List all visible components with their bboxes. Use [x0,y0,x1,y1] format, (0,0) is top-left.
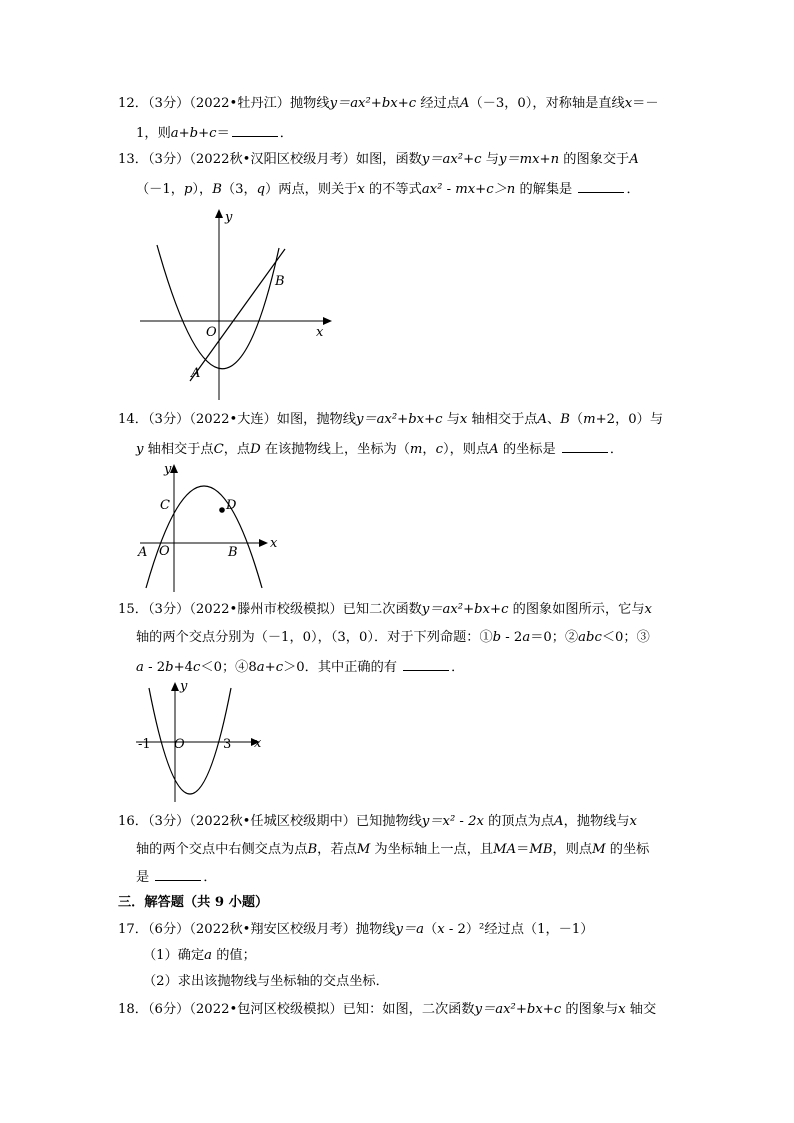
q14-var: m [409,442,423,457]
q15-text: +4 [173,660,194,675]
point-d-dot [219,507,225,513]
section-heading: 三．解答题（共 9 小题） [118,895,269,910]
q17-text: 17．（6分）（2022秋•翔安区校级月考）抛物线 [118,922,396,937]
q14-figure [134,458,284,592]
q17-text: - 2）²经过点（1，－1） [444,922,594,937]
answer-blank[interactable] [155,866,201,881]
q16-text: 轴的两个交点中右侧交点为点 [136,842,308,857]
q13-text: 的图象交于 [559,152,630,167]
point-a-label: A [191,366,201,381]
q14-text: 在该抛物线上，坐标为（ [260,442,410,457]
q15-var: a [136,660,144,675]
q12-line-1 [118,94,659,114]
q13-text: 的不等式 [364,182,422,197]
q13-text: （－1， [136,182,184,197]
q13-text: ）两点，则关于 [265,182,358,197]
parabola-curve [149,688,231,794]
point-a-label: A [138,545,148,560]
point-b-label: B [275,274,285,289]
y-axis-arrow [215,209,223,218]
y-axis-arrow [171,682,179,691]
q15-var: abc [578,630,602,645]
q14-var: A [489,442,499,457]
q12-text: 12．（3分）（2022•牡丹江）抛物线 [118,96,330,111]
q17-line-2 [143,946,256,966]
q18-text: 的图象与 [561,1002,619,1017]
x-axis-arrow [259,539,268,547]
answer-blank[interactable] [232,122,278,137]
q14-text: 的坐标是 [498,442,560,457]
origin-label: O [174,737,185,752]
q14-line-2 [136,438,623,460]
q12-text: 经过点 [416,96,460,111]
q15-line-1 [118,600,652,620]
q13-line-2 [136,178,640,200]
q14-var: C [213,442,224,457]
q15-text: ＜0；③ [601,630,650,645]
q15-var: c [193,660,201,675]
q15-line-2 [136,628,650,648]
y-axis-label: y [180,679,188,694]
q12-formula: a+b+c [170,126,217,141]
q13-text: ）， [192,182,213,197]
x-axis-label: x [254,736,262,751]
q16-text: ，则点 [552,842,593,857]
q15-text: 的图象如图所示，它与 [508,602,645,617]
q17-line-1 [118,920,593,940]
q14-text: 、 [547,412,561,427]
q14-text: ， [422,442,436,457]
q16-text: 是 [136,870,154,885]
q16-text: ． [203,870,217,885]
q12-text: （－3，0），对称轴是直线 [469,96,625,111]
q14-text: +2，0）与 [595,412,664,427]
q14-line-1 [118,410,663,430]
q12-text: ． [279,126,293,141]
q14-text: （ [569,412,584,427]
q14-formula: y＝ax²+bx+c [355,412,443,427]
q16-text: ，抛物线与 [563,814,630,829]
q16-line-1 [118,812,637,832]
point-b-label: B [228,545,238,560]
q17-line-3: （2）求出该抛物线与坐标轴的交点坐标． [143,974,389,989]
parabola-curve [157,245,279,369]
q12-line-2 [136,122,293,144]
q13-var: B [212,182,222,197]
q17-var: a [204,948,213,963]
q14-var: A [537,412,548,427]
q14-text: ． [609,442,624,457]
q14-var: m [583,412,596,427]
q17-text: 的值； [212,948,256,963]
q15-text: ＝0；② [530,630,579,645]
intercept-neg1-label: -1 [138,737,151,752]
point-d-label: D [226,498,237,513]
q16-text: 的坐标 [605,842,650,857]
q13-formula: y＝mx+n [498,152,560,167]
x-axis-label: x [316,325,324,340]
q14-text: ），则点 [443,442,490,457]
q13-var: x [357,182,365,197]
q18-text: 轴交 [625,1002,657,1017]
q16-text: 为坐标轴上一点，且 [370,842,494,857]
q15-text: 15．（3分）（2022•滕州市校级模拟）已知二次函数 [118,602,422,617]
q15-text: ＞0．其中正确的有 [283,660,402,675]
answer-blank[interactable] [562,438,608,453]
q15-text: + [264,660,276,675]
q14-text: 与 [442,412,460,427]
q16-var: M [356,842,371,857]
x-axis-arrow [323,317,332,325]
q17-formula: y＝a [395,922,424,937]
q15-var: x [644,602,652,617]
q12-var: A [459,96,470,111]
q18-line-1 [118,1000,656,1020]
q12-text: 1，则 [136,126,171,141]
q13-text: ． [626,182,640,197]
q14-text: 轴相交于点 [467,412,538,427]
q17-text: （ [424,922,438,937]
q13-formula: y＝ax²+c [421,152,482,167]
q16-var: B [307,842,318,857]
q14-var: c [435,442,443,457]
q16-text: ＝ [516,842,530,857]
q15-var: a [522,630,531,645]
q13-line-1 [118,150,639,170]
q13-var: A [629,152,639,167]
y-axis-label: y [225,210,233,225]
q15-text: ． [451,660,465,675]
q16-var: A [554,814,564,829]
q16-var: MB [529,842,553,857]
origin-label: O [159,544,170,559]
q16-var: M [592,842,606,857]
q15-line-3 [136,656,464,678]
q18-formula: y＝ax²+bx+c [474,1002,562,1017]
q14-text: ，点 [223,442,251,457]
q15-text: - 2 [501,630,523,645]
q16-text: 16．（3分）（2022秋•任城区校级期中）已知抛物线 [118,814,422,829]
q16-line-3 [136,866,217,888]
q13-text: 13．（3分）（2022秋•汉阳区校级月考）如图，函数 [118,152,422,167]
q13-text: （3， [221,182,257,197]
q13-figure [140,205,335,400]
q16-var: x [629,814,637,829]
q15-text: 轴的两个交点分别为（－1，0），（3，0）．对于下列命题：① [136,630,493,645]
answer-blank[interactable] [403,656,449,671]
q17-var: x [437,922,445,937]
q16-formula: y＝x² - 2x [421,814,484,829]
q13-var: q [256,182,266,197]
q18-text: 18．（6分）（2022•包河区校级模拟）已知：如图，二次函数 [118,1002,475,1017]
intercept-3-label: 3 [223,737,232,752]
q12-text: ＝ [216,126,230,141]
q13-var: p [183,182,193,197]
q14-text: 14．（3分）（2022•大连）如图，抛物线 [118,412,356,427]
x-axis-label: x [270,536,278,551]
q15-text: - 2 [143,660,166,675]
q14-var: D [250,442,261,457]
y-axis-label: y [164,462,172,477]
answer-blank[interactable] [578,178,624,193]
q13-text: 的解集是 [515,182,577,197]
point-c-label: C [160,498,170,513]
q13-text: 与 [481,152,499,167]
q17-text: （1）确定 [143,948,205,963]
q16-text: 的顶点为点 [483,814,555,829]
q14-var: B [560,412,570,427]
q18-var: x [618,1002,626,1017]
q16-line-2 [136,840,649,860]
q12-var: x [624,96,633,111]
origin-label: O [206,325,217,340]
q15-var: b [165,660,174,675]
q13-formula: ax² - mx+c＞n [421,182,516,197]
q15-var: a [256,660,265,675]
q12-formula: y＝ax²+bx+c [329,96,417,111]
q12-text: ＝－ [632,96,659,111]
q15-var: b [492,630,502,645]
q15-formula: y＝ax²+bx+c [421,602,509,617]
q16-var: MA [493,842,517,857]
q14-var: x [459,412,468,427]
q14-var: y [136,442,144,457]
q16-text: ，若点 [317,842,357,857]
q15-figure [134,676,274,802]
q15-var: c [275,660,284,675]
q15-text: ＜0；④8 [200,660,257,675]
q14-text: 轴相交于点 [143,442,214,457]
